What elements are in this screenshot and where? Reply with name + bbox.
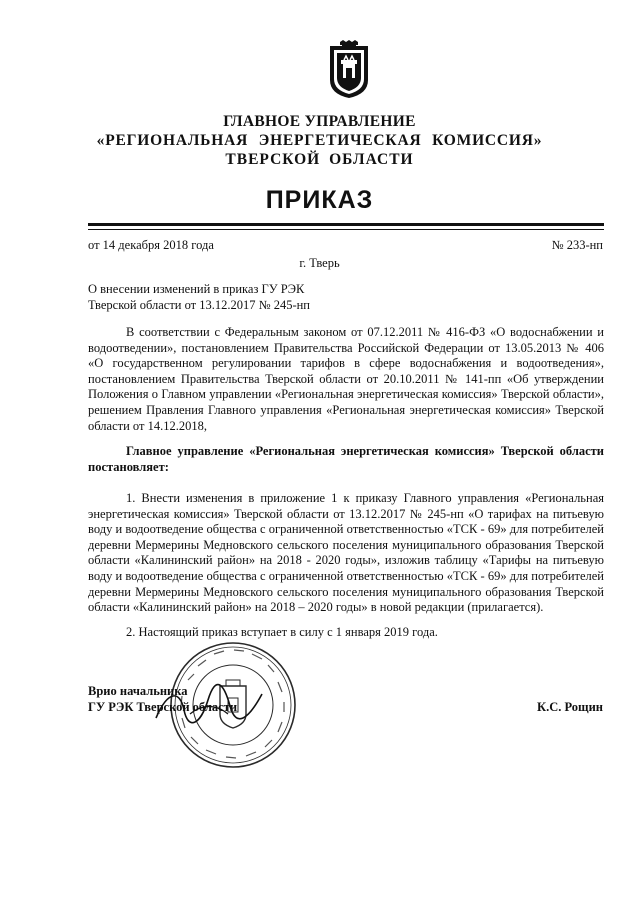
item-1-paragraph: 1. Внести изменения в приложение 1 к приказу Главного управления «Региональная энергетическая комиссия» Тверской области от 13.12.2017 № 245-нп «О тарифах на питьевую воду и водоотведение общества с ограниченной ответственностью «ТСК - 69» для потребителей деревни Мермерины Медновского сельского поселения муниципального образования Тверской области «Калининский район» на 2018 - 2020 годы», изложив таблицу «Тарифы на питьевую воду и водоотведение общества с ограниченной ответственностью «ТСК - 69» для потребителей деревни Мермерины Медновского сельского поселения муниципального образования Тверской области «Калининский район» на 2018 – 2020 годы» в новой редакции (прилагается). [88,491,604,615]
document-number: № 233-нп [551,238,603,252]
document-type-title: ПРИКАЗ [265,186,374,214]
header-line-1: ГЛАВНОЕ УПРАВЛЕНИЕ [223,113,416,130]
coat-of-arms-icon [328,40,370,100]
signatory-position [88,684,237,715]
preamble-paragraph: В соответствии с Федеральным законом от 07.12.2011 № 416-ФЗ «О водоснабжении и водоотведении», постановлением Правительства Российской Федерации от 13.05.2013 № 406 «О государственном регулировании тарифов в сфере водоснабжения и водоотведения», постановлением Правительства Тверской области от 20.10.2011 № 141-пп «Об утверждении Положения о Главном управлении «Региональная энергетическая комиссия» Тверской области», решением Правления Главного управления «Региональная энергетическая комиссия» Тверской области от 14.12.2018, [88,325,604,433]
header-divider-thick [88,223,604,226]
header-line-2: «РЕГИОНАЛЬНАЯ ЭНЕРГЕТИЧЕСКАЯ КОМИССИЯ» [96,132,543,149]
document-subject [88,281,388,313]
document-city: г. Тверь [299,256,340,270]
signatory-position-line-2: ГУ РЭК Тверской области [88,699,238,714]
item-2-paragraph: 2. Настоящий приказ вступает в силу с 1 января 2019 года. [126,625,438,639]
decree-paragraph: Главное управление «Региональная энергетическая комиссия» Тверской области постановляет: [88,444,604,474]
signatory-position-line-1: Врио начальника [88,684,188,698]
subject-line-2: Тверской области от 13.12.2017 № 245-нп [88,298,310,312]
signatory-name: К.С. Рощин [537,700,603,714]
header-line-3: ТВЕРСКОЙ ОБЛАСТИ [225,151,414,168]
subject-line-1: О внесении изменений в приказ ГУ РЭК [88,282,305,296]
header-divider-thin [88,229,604,230]
document-date: от 14 декабря 2018 года [88,238,214,252]
